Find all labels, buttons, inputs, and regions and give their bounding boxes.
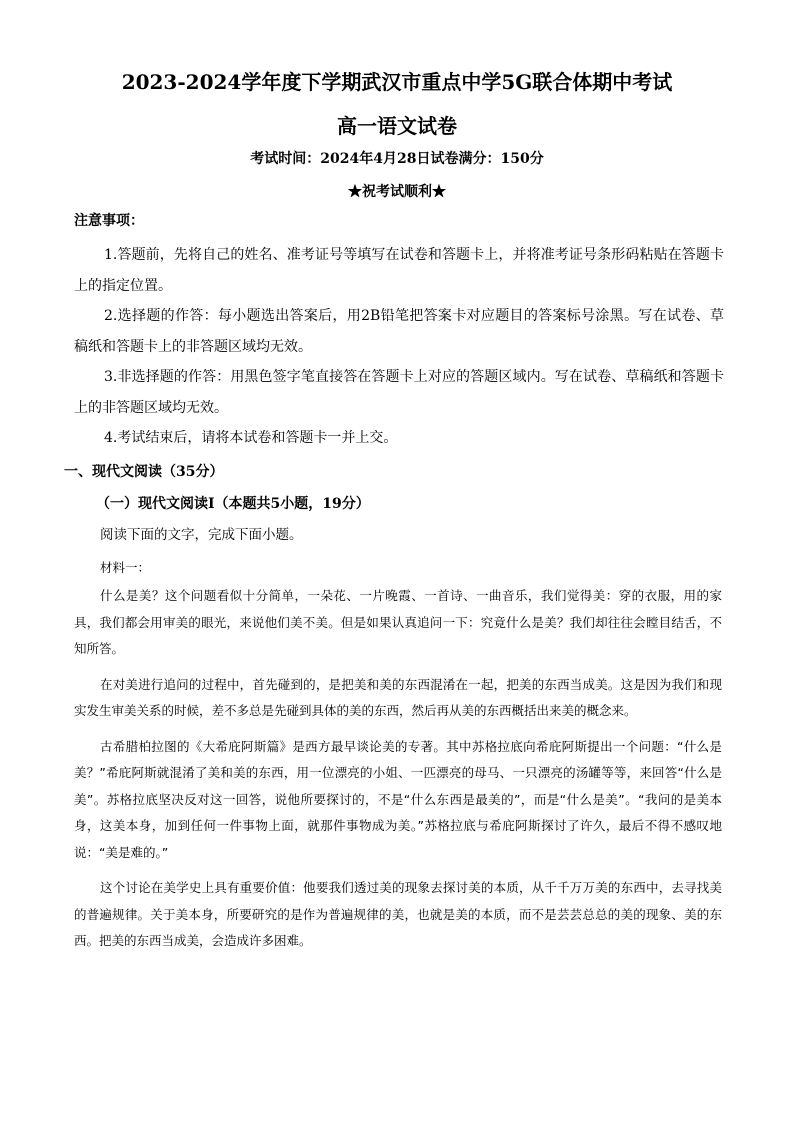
good-luck-line: ★祝考试顺利★ [348,184,446,200]
reading-instruction: 阅读下面的文字，完成下面小题。 [100,527,303,543]
note-item: 1.答题前，先将自己的姓名、准考证号等填写在试卷和答题卡上，并将准考证号条形码粘贴在答题卡上的指定位置。 [74,247,724,294]
material-label: 材料一： [100,560,151,575]
note-item: 2.选择题的作答：每小题选出答案后，用2B铅笔把答案卡对应题目的答案标号涂黑。写在试卷、草稿纸和答题卡上的非答题区域均无效。 [74,308,724,355]
exam-title: 2023-2024学年度下学期武汉市重点中学5G联合体期中考试 [121,70,673,94]
notes-heading: 注意事项： [74,213,144,229]
note-item: 4.考试结束后，请将本试卷和答题卡一并上交。 [104,430,398,446]
notes-list [74,240,724,454]
reading-passage [74,583,722,964]
note-item: 3.非选择题的作答：用黑色签字笔直接答在答题卡上对应的答题区域内。写在试卷、草稿纸和答题卡上的非答题区域均无效。 [74,369,724,416]
section-heading: 一、现代文阅读（35分） [64,464,224,480]
exam-subtitle: 高一语文试卷 [337,114,457,138]
passage-paragraph: 这个讨论在美学史上具有重要价值：他要我们透过美的现象去探讨美的本质，从千千万万美的东西中，去寻找美的普遍规律。关于美本身，所要研究的是作为普遍规律的美，也就是美的本质，而不是芸芸总总的美的现象、美的东西。把美的东西当成美，会造成许多困难。 [74,880,722,948]
passage-paragraph: 古希腊柏拉图的《大希庇阿斯篇》是西方最早谈论美的专著。其中苏格拉底向希庇阿斯提出一个问题：“什么是美？”希庇阿斯就混淆了美和美的东西，用一位漂亮的小姐、一匹漂亮的母马、一只漂亮的汤罐等等，来回答“什么是美”。苏格拉底坚决反对这一回答，说他所要探讨的，不是“什么东西是最美的”，而是“什么是美”。“我问的是美本身，这美本身，加到任何一件事物上面，就那件事物成为美。”苏格拉底与希庇阿斯探讨了许久，最后不得不感叹地说：“美是难的。” [74,738,722,860]
exam-info: 考试时间：2024年4月28日试卷满分：150分 [250,151,544,167]
passage-paragraph: 在对美进行追问的过程中，首先碰到的，是把美和美的东西混淆在一起，把美的东西当成美。这是因为我们和现实发生审美关系的时候，差不多总是先碰到具体的美的东西，然后再从美的东西概括出来美的概念来。 [74,676,722,718]
subsection-heading: （一）现代文阅读Ⅰ（本题共5小题，19分） [96,496,370,512]
passage-paragraph: 什么是美？这个问题看似十分简单，一朵花、一片晚霞、一首诗、一曲音乐，我们觉得美：穿的衣服，用的家具，我们都会用审美的眼光，来说他们美不美。但是如果认真追问一下：究竟什么是美？我们却往往会瞠目结舌，不知所答。 [74,588,722,656]
